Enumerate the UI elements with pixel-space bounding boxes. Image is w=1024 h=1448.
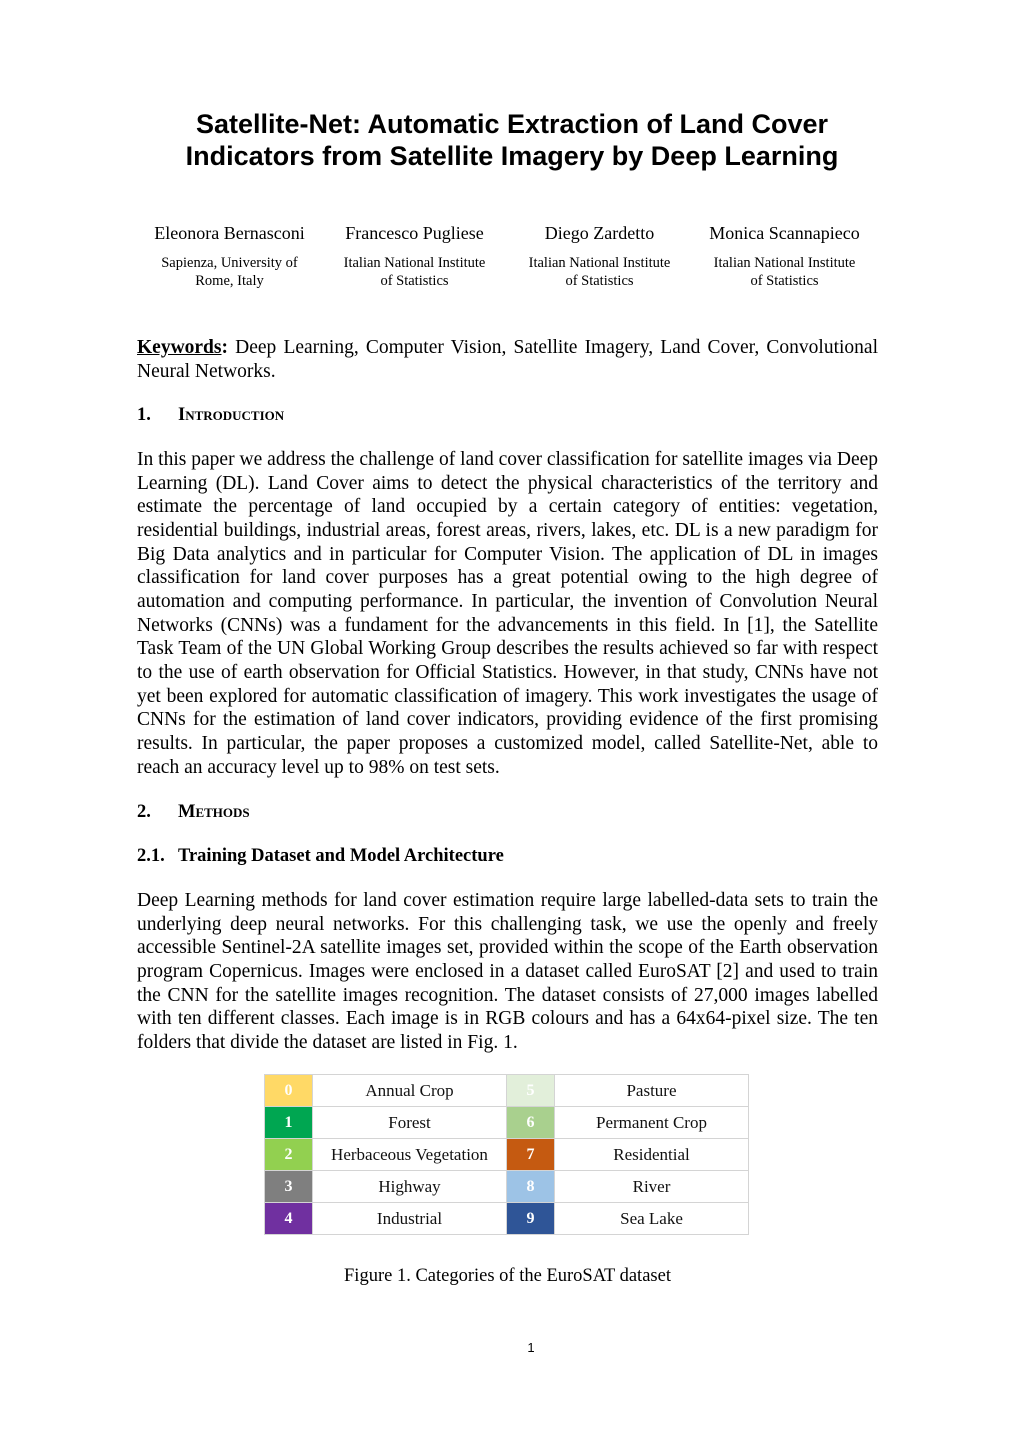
category-label: Permanent Crop — [555, 1107, 749, 1139]
author-name: Diego Zardetto — [544, 223, 655, 243]
category-row — [265, 1107, 749, 1139]
category-label: Annual Crop — [313, 1075, 507, 1107]
category-label: River — [555, 1171, 749, 1203]
category-number: 1 — [265, 1107, 313, 1139]
category-number: 5 — [507, 1075, 555, 1107]
author-block — [137, 222, 322, 290]
author-affiliation: Italian National Institute of Statistics — [343, 255, 486, 289]
author-name: Francesco Pugliese — [345, 223, 484, 243]
section-heading-methods: 2. Methods — [137, 802, 250, 822]
paper-title — [112, 108, 912, 172]
category-label: Industrial — [313, 1203, 507, 1235]
category-number: 0 — [265, 1075, 313, 1107]
category-label: Pasture — [555, 1075, 749, 1107]
author-name: Monica Scannapieco — [709, 223, 860, 243]
category-label: Herbaceous Vegetation — [313, 1139, 507, 1171]
introduction-paragraph: In this paper we address the challenge of land cover classification for satellite images via Deep Learning (DL). Land Cover aims to detect the physical characteristics of the territory and estimate the percentage of land occupied by a certain category of entities: vegetation, residential buildings, industrial areas, forest areas, rivers, lakes, etc. DL is a new paradigm for Big Data analytics and in particular for Computer Vision. The application of DL in images classification for land cover purposes has a great potential owing to the high degree of automation and computing performance. In particular, the invention of Convolution Neural Networks (CNNs) was a fundament for the advancements in this field. In [1], the Satellite Task Team of the UN Global Working Group describes the results achieved so far with respect to the use of earth observation for Official Statistics. However, in that study, CNNs have not yet been explored for automatic classification of imagery. This work investigates the usage of CNNs for the estimation of land cover indicators, providing evidence of the first promising results. In particular, the paper proposes a customized model, called Satellite-Net, able to reach an accuracy level up to 98% on test sets. — [137, 449, 878, 778]
methods-paragraph: Deep Learning methods for land cover estimation require large labelled-data sets to train the underlying deep neural networks. For this challenging task, we use the openly and freely accessible Sentinel-2A satellite images set, provided within the scope of the Earth observation program Copernicus. Images were enclosed in a dataset called EuroSAT [2] and used to train the CNN for the satellite images recognition. The dataset consists of 27,000 images labelled with ten different classes. Each image is in RGB colours and has a 64x64-pixel size. The ten folders that divide the dataset are listed in Fig. 1. — [137, 890, 878, 1053]
category-number: 9 — [507, 1203, 555, 1235]
category-number: 6 — [507, 1107, 555, 1139]
title-line-2: Indicators from Satellite Imagery by Deep Learning — [185, 141, 839, 171]
author-name: Eleonora Bernasconi — [154, 223, 305, 243]
page-number: 1 — [527, 1340, 535, 1355]
eurosat-categories-table — [264, 1074, 749, 1235]
category-label: Highway — [313, 1171, 507, 1203]
author-affiliation: Sapienza, University of Rome, Italy — [161, 255, 298, 289]
subsection-heading: 2.1. Training Dataset and Model Architecture — [137, 846, 504, 866]
author-affiliation: Italian National Institute of Statistics — [713, 255, 856, 289]
author-block — [322, 222, 507, 290]
keywords-text: Deep Learning, Computer Vision, Satellite Imagery, Land Cover, Convolutional Neural Networks. — [137, 337, 878, 382]
keywords-label: Keywords — [137, 337, 222, 358]
author-affiliation: Italian National Institute of Statistics — [528, 255, 671, 289]
category-number: 4 — [265, 1203, 313, 1235]
category-row — [265, 1203, 749, 1235]
category-number: 8 — [507, 1171, 555, 1203]
category-row — [265, 1171, 749, 1203]
category-row — [265, 1075, 749, 1107]
section-heading-introduction: 1. Introduction — [137, 405, 285, 425]
author-list — [137, 222, 877, 290]
category-label: Residential — [555, 1139, 749, 1171]
title-line-1: Satellite-Net: Automatic Extraction of Land Cover — [195, 109, 829, 139]
category-number: 7 — [507, 1139, 555, 1171]
keywords-paragraph: Keywords: Deep Learning, Computer Vision, Satellite Imagery, Land Cover, Convolutional Neural Networks. — [137, 337, 878, 382]
category-number: 3 — [265, 1171, 313, 1203]
category-label: Forest — [313, 1107, 507, 1139]
category-label: Sea Lake — [555, 1203, 749, 1235]
author-block — [692, 222, 877, 290]
category-row — [265, 1139, 749, 1171]
figure-caption: Figure 1. Categories of the EuroSAT dataset — [344, 1266, 671, 1286]
category-number: 2 — [265, 1139, 313, 1171]
author-block — [507, 222, 692, 290]
